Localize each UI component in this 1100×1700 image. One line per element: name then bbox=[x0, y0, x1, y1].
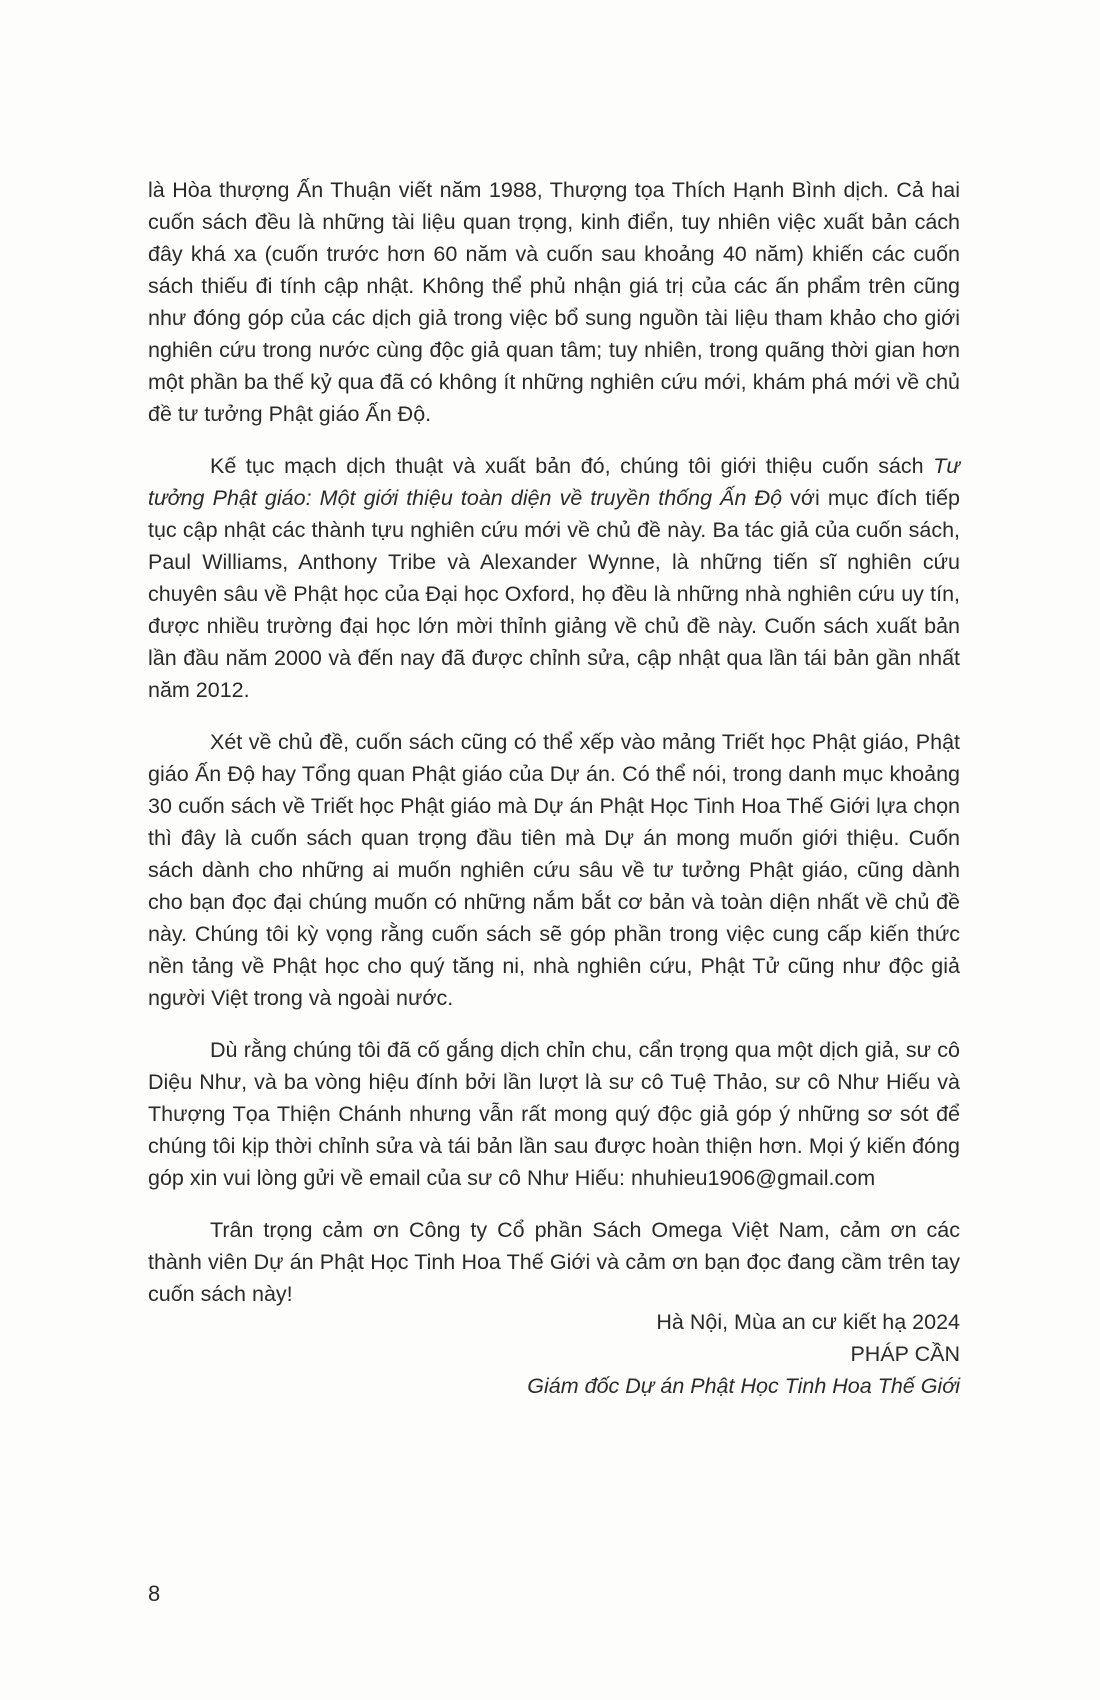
signature-name: PHÁP CẦN bbox=[850, 1342, 960, 1366]
paragraph-2-text-after: với mục đích tiếp tục cập nhật các thành tựu nghiên cứu mới về chủ đề này. Ba tác giả của cuốn sách, Paul Williams, Anthony Tribe và Alexander Wynne, là những tiến sĩ nghiên cứu chuyên sâu về Phật học của Đại học Oxford, họ đều là những nhà nghiên cứu uy tín, được nhiều trường đại học lớn mời thỉnh giảng về chủ đề này. Cuốn sách xuất bản lần đầu năm 2000 và đến nay đã được chỉnh sửa, cập nhật qua lần tái bản gần nhất năm 2012. bbox=[148, 486, 960, 702]
paragraph-5 bbox=[148, 1214, 960, 1310]
signature-block bbox=[527, 1306, 960, 1402]
paragraph-3-text: Xét về chủ đề, cuốn sách cũng có thể xếp vào mảng Triết học Phật giáo, Phật giáo Ấn Độ hay Tổng quan Phật giáo của Dự án. Có thể nói, trong danh mục khoảng 30 cuốn sách về Triết học Phật giáo mà Dự án Phật Học Tinh Hoa Thế Giới lựa chọn thì đây là cuốn sách quan trọng đầu tiên mà Dự án mong muốn giới thiệu. Cuốn sách dành cho những ai muốn nghiên cứu sâu về tư tưởng Phật giáo, cũng dành cho bạn đọc đại chúng muốn có những nắm bắt cơ bản và toàn diện nhất về chủ đề này. Chúng tôi kỳ vọng rằng cuốn sách sẽ góp phần trong việc cung cấp kiến thức nền tảng về Phật học cho quý tăng ni, nhà nghiên cứu, Phật Tử cũng như độc giả người Việt trong và ngoài nước. bbox=[148, 730, 960, 1010]
paragraph-5-text: Trân trọng cảm ơn Công ty Cổ phần Sách Omega Việt Nam, cảm ơn các thành viên Dự án Phật Học Tinh Hoa Thế Giới và cảm ơn bạn đọc đang cầm trên tay cuốn sách này! bbox=[148, 1218, 960, 1306]
paragraph-4 bbox=[148, 1034, 960, 1194]
signature-title: Giám đốc Dự án Phật Học Tinh Hoa Thế Giới bbox=[527, 1374, 960, 1398]
page-number: 8 bbox=[148, 1581, 161, 1606]
paragraph-2 bbox=[148, 450, 960, 706]
paragraph-4-text: Dù rằng chúng tôi đã cố gắng dịch chỉn chu, cẩn trọng qua một dịch giả, sư cô Diệu Như, và ba vòng hiệu đính bởi lần lượt là sư cô Tuệ Thảo, sư cô Như Hiếu và Thượng Tọa Thiện Chánh nhưng vẫn rất mong quý độc giả góp ý những sơ sót để chúng tôi kịp thời chỉnh sửa và tái bản lần sau được hoàn thiện hơn. Mọi ý kiến đóng góp xin vui lòng gửi về email của sư cô Như Hiếu: nhuhieu1906@gmail.com bbox=[148, 1038, 960, 1190]
book-title-italic: Tư tưởng Phật giáo: Một giới thiệu toàn diện về truyền thống Ấn Độ bbox=[148, 454, 960, 510]
body-text bbox=[148, 174, 960, 1330]
paragraph-1-text: là Hòa thượng Ấn Thuận viết năm 1988, Thượng tọa Thích Hạnh Bình dịch. Cả hai cuốn sách đều là những tài liệu quan trọng, kinh điển, tuy nhiên việc xuất bản cách đây khá xa (cuốn trước hơn 60 năm và cuốn sau khoảng 40 năm) khiến các cuốn sách thiếu đi tính cập nhật. Không thể phủ nhận giá trị của các ấn phẩm trên cũng như đóng góp của các dịch giả trong việc bổ sung nguồn tài liệu tham khảo cho giới nghiên cứu trong nước cùng độc giả quan tâm; tuy nhiên, trong quãng thời gian hơn một phần ba thế kỷ qua đã có không ít những nghiên cứu mới, khám phá mới về chủ đề tư tưởng Phật giáo Ấn Độ. bbox=[148, 178, 960, 426]
paragraph-1 bbox=[148, 174, 960, 430]
signature-place-date: Hà Nội, Mùa an cư kiết hạ 2024 bbox=[656, 1310, 960, 1334]
paragraph-2-text-before: Kế tục mạch dịch thuật và xuất bản đó, chúng tôi giới thiệu cuốn sách bbox=[210, 454, 934, 478]
paragraph-3 bbox=[148, 726, 960, 1014]
